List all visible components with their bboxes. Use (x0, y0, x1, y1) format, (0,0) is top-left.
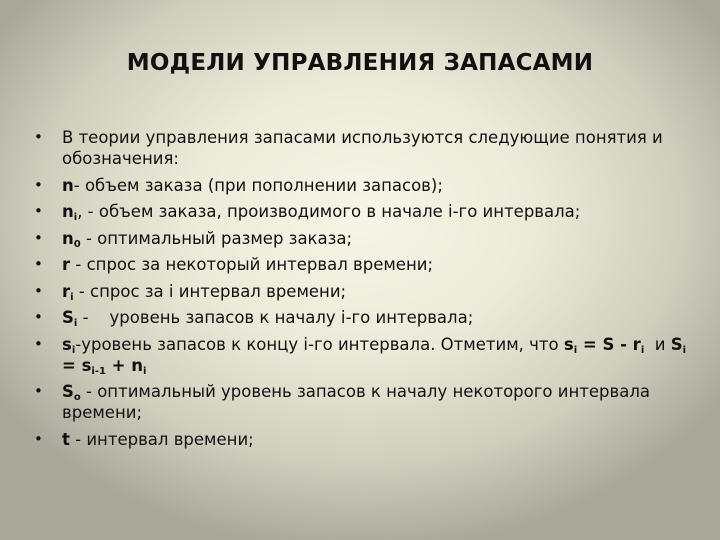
list-item (30, 127, 690, 169)
formula-1: $s_i = S - r_i$ (563, 334, 645, 356)
list-item (30, 307, 690, 328)
item-text: - объем заказа (при пополнении запасов); (73, 175, 443, 195)
item-symbol: $s_i$ (62, 334, 76, 356)
item-subscript: 0 (73, 238, 81, 250)
list-item (30, 175, 690, 196)
item-text: - интервал времени; (69, 429, 254, 449)
item-symbol: $r_i$ (62, 281, 74, 303)
item-symbol: $S_o$ (62, 382, 81, 403)
bullet-icon: • (34, 334, 43, 353)
item-symbol: $n_0$ (62, 228, 81, 250)
list-item (30, 228, 690, 249)
bullet-icon: • (34, 128, 43, 146)
bullet-icon: • (34, 202, 43, 220)
bullet-icon: • (34, 175, 43, 194)
bullet-icon: • (34, 281, 43, 300)
item-subscript: o (73, 392, 81, 403)
slide-title: МОДЕЛИ УПРАВЛЕНИЯ ЗАПАСАМИ (126, 50, 594, 76)
item-subscript: i (73, 212, 78, 223)
item-text: - оптимальный размер заказа; (80, 228, 353, 248)
item-subscript: i (73, 318, 78, 329)
item-text: , - объем заказа, производимого в начале i-го интервала; (77, 202, 581, 221)
formula-2: $S_i = s_{i-1} + n_i$ (62, 334, 687, 377)
item-subscript: i (70, 291, 74, 303)
list-item (30, 281, 690, 302)
formula-conjunction: и (644, 334, 671, 354)
definition-list (30, 127, 690, 455)
item-symbol: r (62, 255, 71, 274)
item-text: В теории управления запасами используются следующие понятия и обозначения: (62, 128, 663, 168)
list-item (30, 254, 690, 275)
list-item (30, 334, 690, 376)
item-text: -уровень запасов к концу i-го интервала. Отметим, что (75, 334, 564, 354)
item-symbol: t (62, 429, 70, 449)
item-text: - спрос за некоторый интервал времени; (70, 255, 434, 274)
list-item (30, 381, 690, 423)
item-symbol: $n_i$ (62, 202, 78, 223)
item-text: - спрос за i интервал времени; (73, 281, 347, 301)
bullet-icon: • (34, 382, 43, 400)
item-symbol: $S_i$ (62, 308, 78, 329)
bullet-icon: • (34, 255, 43, 273)
item-subscript: i (71, 344, 76, 356)
bullet-icon: • (34, 429, 43, 448)
item-symbol: n (62, 175, 74, 195)
item-text: - уровень запасов к началу i-го интервала; (77, 308, 474, 327)
bullet-icon: • (34, 228, 43, 247)
list-item (30, 429, 690, 450)
item-text: - оптимальный уровень запасов к началу некоторого интервала времени; (62, 382, 650, 422)
list-item (30, 201, 690, 222)
bullet-icon: • (34, 308, 43, 326)
